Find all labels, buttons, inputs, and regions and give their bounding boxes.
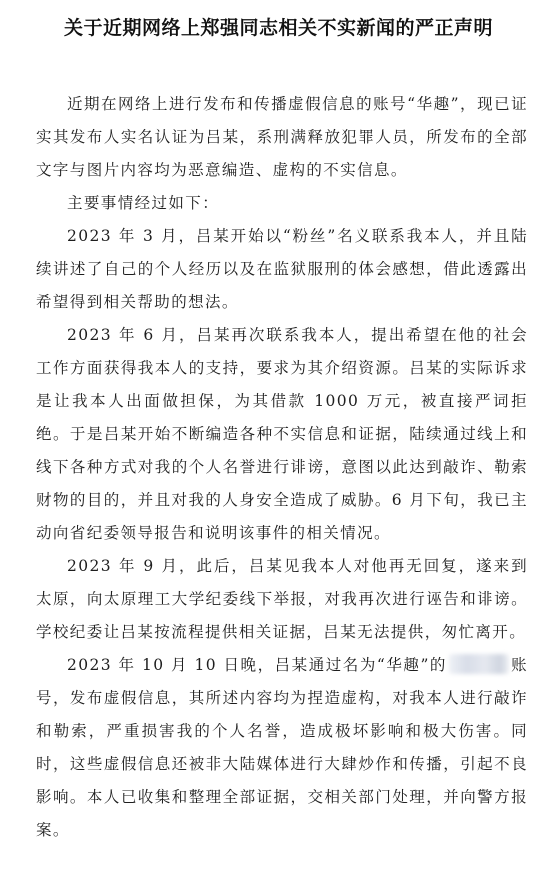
paragraph-october xyxy=(36,649,528,847)
paragraph-june: 2023 年 6 月，吕某再次联系我本人，提出希望在他的社会工作方面获得我本人的支持，要求为其介绍资源。吕某的实际诉求是让我本人出面做担保，为其借款 1000 万元，被直接严词拒绝。于是吕某开始不断编造各种不实信息和证据，陆续通过线上和线下各种方式对我的个人名誉进行诽谤，意图以此达到敲诈、勒索财物的目的，并且对我的人身安全造成了威胁。6 月下旬，我已主动向省纪委领导报告和说明该事件的相关情况。 xyxy=(36,326,528,542)
paragraph-october-end: 账号，发布虚假信息，其所述内容均为捏造虚构，对我本人进行敲诈和勒索，严重损害我的个人名誉，造成极坏影响和极大伤害。同时，这些虚假信息还被非大陆媒体进行大肆炒作和传播，引起不良影响。本人已收集和整理全部证据，交相关部门处理，并向警方报案。 xyxy=(36,656,528,839)
paragraph-intro: 近期在网络上进行发布和传播虚假信息的账号“华趣”，现已证实其发布人实名认证为吕某，系刑满释放犯罪人员，所发布的全部文字与图片内容均为恶意编造、虚构的不实信息。 xyxy=(36,95,528,179)
paragraph-october-start: 2023 年 10 月 10 日晚，吕某通过名为“华趣”的 xyxy=(67,656,447,674)
paragraph-summary-heading: 主要事情经过如下： xyxy=(67,194,220,212)
document-title: 关于近期网络上郑强同志相关不实新闻的严正声明 xyxy=(63,17,493,39)
paragraph-september: 2023 年 9 月，此后，吕某见我本人对他再无回复，遂来到太原，向太原理工大学纪委线下举报，对我再次进行诬告和诽谤。学校纪委让吕某按流程提供相关证据，吕某无法提供，匆忙离开。 xyxy=(36,557,528,641)
document-body xyxy=(36,88,528,847)
redacted-blur xyxy=(449,654,509,674)
paragraph-march: 2023 年 3 月，吕某开始以“粉丝”名义联系我本人，并且陆续讲述了自己的个人经历以及在监狱服刑的体会感想，借此透露出希望得到相关帮助的想法。 xyxy=(36,227,528,311)
